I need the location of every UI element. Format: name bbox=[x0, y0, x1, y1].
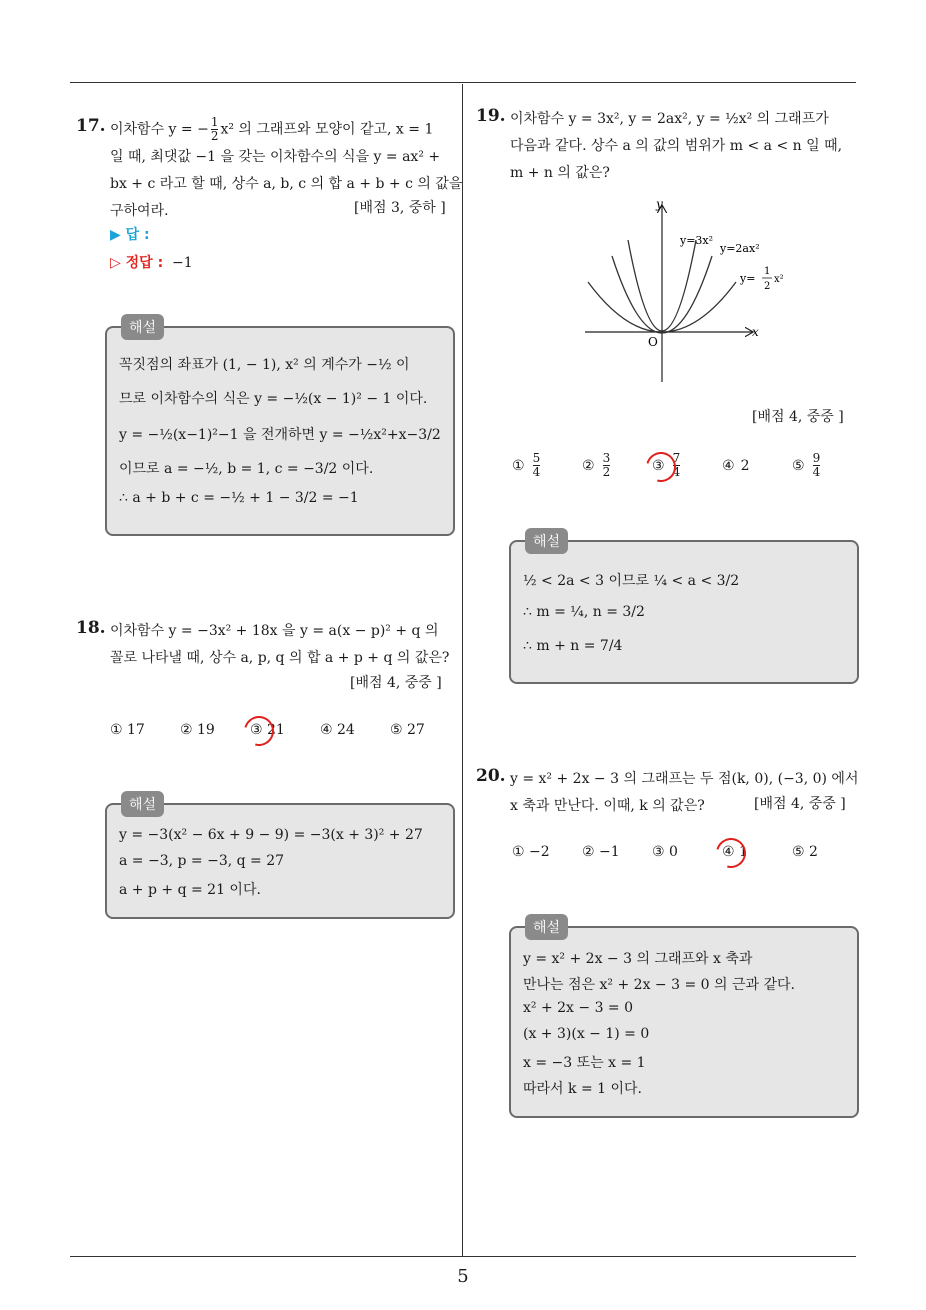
answer-input-row[interactable]: ▶ 답 : bbox=[110, 227, 150, 243]
exp-line: (x + 3)(x − 1) = 0 bbox=[523, 1026, 650, 1042]
explanation-tag: 해설 bbox=[121, 314, 164, 340]
curve-label-3x2: y=3x² bbox=[680, 234, 714, 247]
parabola-graph bbox=[580, 196, 784, 386]
question-number: 19. bbox=[476, 106, 506, 126]
exp-line: ½ < 2a < 3 이므로 ¼ < a < 3/2 bbox=[523, 573, 740, 589]
exp-line: 꼭짓점의 좌표가 (1, − 1), x² 의 계수가 −½ 이 bbox=[119, 357, 410, 373]
exp-line: 므로 이차함수의 식은 y = −½(x − 1)² − 1 이다. bbox=[119, 391, 428, 407]
selected-answer-mark bbox=[239, 711, 280, 752]
question-number: 17. bbox=[76, 116, 106, 136]
y-axis-label: y bbox=[656, 197, 663, 211]
q19-line1: 이차함수 y = 3x², y = 2ax², y = ½x² 의 그래프가 bbox=[510, 111, 829, 127]
exp-line: y = −½(x−1)²−1 을 전개하면 y = −½x²+x−3/2 bbox=[119, 427, 441, 443]
choice-1[interactable]: ① 17 bbox=[110, 722, 145, 738]
exp-line: ∴ a + b + c = −½ + 1 − 3/2 = −1 bbox=[119, 490, 359, 506]
q19-line3: m + n 의 값은? bbox=[510, 165, 610, 181]
explanation-tag: 해설 bbox=[525, 528, 568, 554]
x-axis-label: x bbox=[752, 325, 759, 339]
choice-2[interactable]: ② 19 bbox=[180, 722, 215, 738]
exp-line: x = −3 또는 x = 1 bbox=[523, 1055, 646, 1071]
exp-line: y = −3(x² − 6x + 9 − 9) = −3(x + 3)² + 27 bbox=[119, 827, 423, 843]
exp-line: y = x² + 2x − 3 의 그래프와 x 축과 bbox=[523, 951, 753, 967]
curve-label-half-num: 1 bbox=[764, 266, 771, 277]
choice-5[interactable]: ⑤ $\frac{9}{4}$ bbox=[792, 451, 821, 479]
exp-line: x² + 2x − 3 = 0 bbox=[523, 1000, 634, 1016]
exp-line: ∴ m = ¼, n = 3/2 bbox=[523, 604, 645, 620]
exp-line: ∴ m + n = 7/4 bbox=[523, 638, 623, 654]
q17-line1b: x² 의 그래프와 모양이 같고, x = 1 bbox=[220, 121, 434, 138]
curve-label-half-post: x² bbox=[774, 274, 784, 285]
q20-line2: x 축과 만난다. 이때, k 의 값은? bbox=[510, 798, 705, 814]
explanation-box-18 bbox=[105, 797, 455, 919]
question-18 bbox=[76, 618, 456, 698]
q18-line2: 꼴로 나타낼 때, 상수 a, p, q 의 합 a + p + q 의 값은? bbox=[110, 650, 450, 666]
explanation-tag: 해설 bbox=[121, 791, 164, 817]
choice-5[interactable]: ⑤ 2 bbox=[792, 844, 818, 860]
score-label: [배점 3, 중하 ] bbox=[354, 200, 446, 216]
question-text bbox=[110, 618, 449, 672]
curve-label-half-den: 2 bbox=[764, 281, 771, 292]
bottom-rule bbox=[70, 1256, 856, 1257]
fraction: $\frac{1}{2}$ bbox=[210, 115, 219, 143]
choice-4[interactable]: ④ 1 bbox=[722, 844, 748, 860]
choices-20 bbox=[512, 844, 852, 864]
correct-answer-row bbox=[110, 252, 193, 272]
score-label: [배점 4, 중중 ] bbox=[350, 675, 442, 691]
explanation-box-19 bbox=[509, 534, 859, 684]
curve-label-2ax2: y=2ax² bbox=[720, 242, 760, 255]
q20-line1: y = x² + 2x − 3 의 그래프는 두 점(k, 0), (−3, 0) 에서 bbox=[510, 771, 859, 787]
column-divider bbox=[462, 84, 463, 1256]
explanation-box-17 bbox=[105, 320, 455, 536]
q19-line2: 다음과 같다. 상수 a 의 값의 범위가 m < a < n 일 때, bbox=[510, 138, 843, 154]
question-number: 18. bbox=[76, 618, 106, 638]
choice-4[interactable]: ④ 24 bbox=[320, 722, 355, 738]
selected-answer-mark bbox=[711, 833, 752, 874]
explanation-tag: 해설 bbox=[525, 914, 568, 940]
choice-1[interactable]: ① $\frac{5}{4}$ bbox=[512, 451, 541, 479]
explanation-box-20 bbox=[509, 920, 859, 1118]
curve-label-half-pre: y= bbox=[740, 272, 756, 285]
question-text bbox=[510, 106, 842, 187]
choice-3[interactable]: ③ 21 bbox=[250, 722, 285, 738]
choice-2[interactable]: ② −1 bbox=[582, 844, 620, 860]
page-number: 5 bbox=[457, 1266, 469, 1287]
choice-3[interactable]: ③ 0 bbox=[652, 844, 678, 860]
correct-answer-value: −1 bbox=[172, 255, 193, 271]
choice-3[interactable]: ③ $\frac{7}{4}$ bbox=[652, 451, 681, 479]
q17-line4: 구하여라. bbox=[110, 202, 169, 219]
choices-19 bbox=[512, 452, 852, 488]
q17-line1a: 이차함수 y = − bbox=[110, 121, 209, 138]
choice-5[interactable]: ⑤ 27 bbox=[390, 722, 425, 738]
score-label-19: [배점 4, 중중 ] bbox=[752, 409, 844, 425]
choices-18 bbox=[110, 722, 450, 742]
question-20 bbox=[476, 766, 858, 826]
q17-line3: bx + c 라고 할 때, 상수 a, b, c 의 합 a + b + c 의 값을 bbox=[110, 175, 463, 192]
question-number: 20. bbox=[476, 766, 506, 786]
choice-2[interactable]: ② $\frac{3}{2}$ bbox=[582, 451, 611, 479]
origin-label: O bbox=[648, 335, 658, 349]
question-19 bbox=[476, 106, 858, 196]
score-label: [배점 4, 중중 ] bbox=[754, 796, 846, 812]
exp-line: 만나는 점은 x² + 2x − 3 = 0 의 근과 같다. bbox=[523, 977, 795, 993]
q18-line1: 이차함수 y = −3x² + 18x 을 y = a(x − p)² + q 의 bbox=[110, 623, 439, 639]
top-rule bbox=[70, 82, 856, 83]
exp-line: 이므로 a = −½, b = 1, c = −3/2 이다. bbox=[119, 461, 374, 477]
choice-1[interactable]: ① −2 bbox=[512, 844, 550, 860]
correct-answer-label: ▷ 정답 : bbox=[110, 255, 164, 271]
exp-line: a + p + q = 21 이다. bbox=[119, 882, 261, 898]
q17-line2: 일 때, 최댓값 −1 을 갖는 이차함수의 식을 y = ax² + bbox=[110, 148, 441, 165]
exp-line: 따라서 k = 1 이다. bbox=[523, 1081, 642, 1097]
choice-4[interactable]: ④ 2 bbox=[722, 458, 750, 474]
exp-line: a = −3, p = −3, q = 27 bbox=[119, 853, 285, 869]
